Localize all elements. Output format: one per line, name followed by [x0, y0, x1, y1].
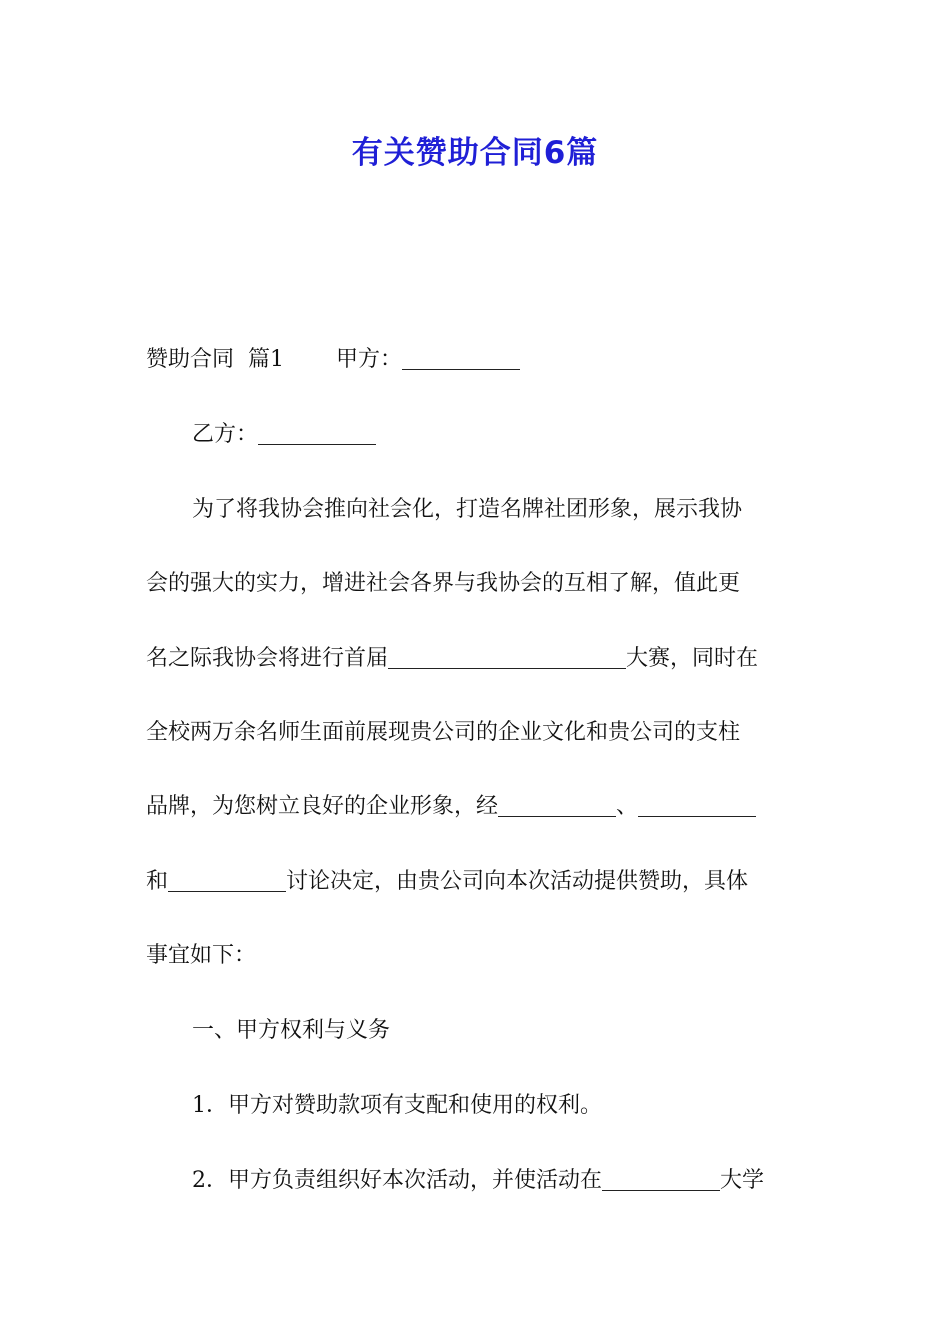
paragraph-line: 事宜如下： — [146, 943, 257, 968]
approver-blank — [498, 794, 616, 817]
paragraph-line: 为了将我协会推向社会化，打造名牌社团形象，展示我协 — [192, 497, 743, 522]
paragraph-line: 会的强大的实力，增进社会各界与我协会的互相了解，值此更 — [146, 571, 741, 596]
competition-name-blank — [388, 646, 626, 669]
contract-heading-line — [146, 340, 826, 380]
paragraph-line: 全校两万余名师生面前展现贵公司的企业文化和贵公司的支柱 — [146, 720, 741, 745]
clause-text: 大学 — [720, 1168, 765, 1193]
clause-item — [192, 1161, 872, 1201]
paragraph-line — [146, 639, 826, 679]
party-b-line — [192, 415, 872, 455]
university-blank — [602, 1168, 720, 1191]
approver-blank — [638, 794, 756, 817]
paragraph-text: 讨论决定，由贵公司向本次活动提供赞助，具体 — [286, 869, 749, 894]
paragraph-text: 品牌，为您树立良好的企业形象，经 — [146, 794, 499, 819]
paragraph-text: 、 — [616, 794, 639, 819]
contract-heading: 赞助合同 — [146, 347, 235, 372]
party-b-label: 乙方： — [192, 422, 259, 447]
document-title: 有关赞助合同6篇 — [351, 135, 599, 171]
clause-item: 1．甲方对赞助款项有支配和使用的权利。 — [192, 1093, 602, 1118]
clause-text: 2．甲方负责组织好本次活动，并使活动在 — [192, 1168, 602, 1193]
paragraph-line — [146, 862, 826, 902]
section-number: 篇1 — [248, 347, 285, 372]
party-a-blank — [402, 347, 520, 370]
party-b-blank — [258, 422, 376, 445]
paragraph-line — [146, 787, 826, 827]
party-a-label: 甲方： — [336, 347, 403, 372]
paragraph-text: 和 — [146, 869, 169, 894]
section-heading: 一、甲方权利与义务 — [192, 1018, 391, 1043]
paragraph-text: 名之际我协会将进行首届 — [146, 646, 389, 671]
paragraph-text: 大赛，同时在 — [626, 646, 759, 671]
approver-blank — [168, 869, 286, 892]
